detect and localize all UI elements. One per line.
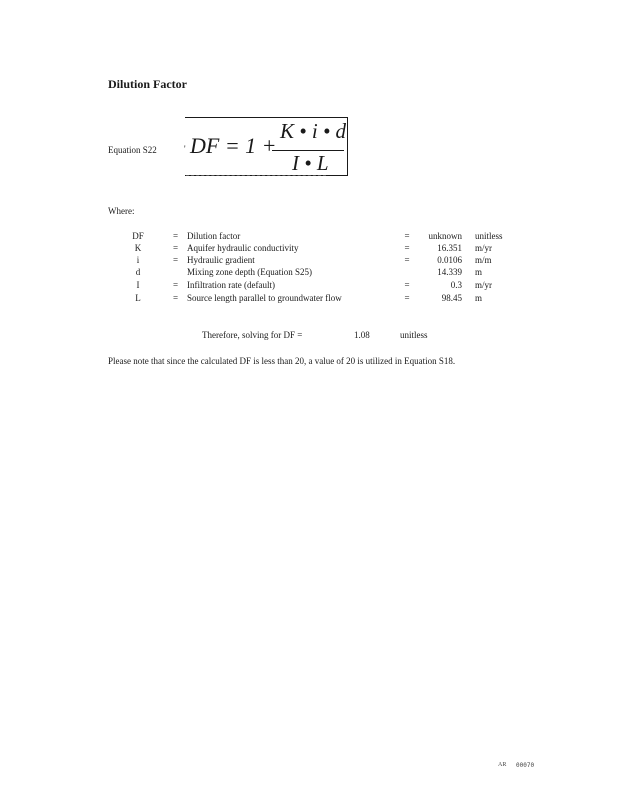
variable-value: 0.3	[450, 280, 462, 290]
variable-description: Hydraulic gradient	[187, 255, 255, 265]
variable-unit: m	[475, 267, 483, 277]
variable-value: 98.45	[441, 293, 462, 303]
variable-value: 16.351	[437, 243, 462, 253]
footer-page-number: 00070	[516, 762, 535, 769]
variable-unit: m/m	[475, 255, 492, 265]
equation-denominator: I • L	[292, 151, 329, 175]
variable-unit: m	[475, 293, 483, 303]
value-equals: =	[404, 255, 410, 265]
variable-equals: =	[173, 280, 179, 290]
variable-equals: =	[173, 243, 179, 253]
variable-value: 0.0106	[437, 255, 462, 265]
variable-equals: =	[173, 293, 179, 303]
variable-symbol: L	[135, 293, 141, 303]
variable-symbol: K	[134, 243, 142, 253]
variable-unit: m/yr	[475, 243, 492, 253]
equation-label: Equation S22	[108, 145, 157, 155]
variable-row	[0, 231, 618, 243]
variable-description: Source length parallel to groundwater flow	[187, 293, 342, 303]
equation-lhs: DF = 1 +	[190, 133, 277, 158]
variable-description: Aquifer hydraulic conductivity	[187, 243, 299, 253]
equation-numerator: K • i • d	[280, 119, 347, 143]
variable-row	[0, 243, 618, 255]
footer-ar-label: AR	[498, 762, 507, 768]
variable-equals: =	[173, 231, 179, 241]
note-paragraph: Please note that since the calculated DF is less than 20, a value of 20 is utilized in Equation S18.	[108, 356, 456, 366]
variable-description: Infiltration rate (default)	[187, 280, 275, 290]
result-text: Therefore, solving for DF =	[202, 330, 303, 340]
variable-row	[0, 293, 618, 305]
result-unit: unitless	[400, 330, 428, 340]
value-equals: =	[404, 231, 410, 241]
variable-description: Dilution factor	[187, 231, 241, 241]
variable-value: 14.339	[437, 267, 462, 277]
equation-box-mark: '	[184, 144, 186, 154]
value-equals: =	[404, 243, 410, 253]
where-label: Where:	[108, 206, 135, 216]
variable-symbol: I	[136, 280, 140, 290]
variable-row	[0, 280, 618, 292]
variable-equals: =	[173, 255, 179, 265]
variable-unit: m/yr	[475, 280, 492, 290]
value-equals: =	[404, 293, 410, 303]
result-value: 1.08	[354, 330, 370, 340]
variable-symbol: i	[136, 255, 140, 265]
section-heading: Dilution Factor	[108, 77, 187, 91]
variable-row	[0, 255, 618, 267]
variable-description: Mixing zone depth (Equation S25)	[187, 267, 312, 277]
variable-symbol: DF	[132, 231, 144, 241]
variable-row	[0, 267, 618, 279]
value-equals: =	[404, 280, 410, 290]
variable-symbol: d	[135, 267, 141, 277]
variable-value: unknown	[428, 231, 462, 241]
variable-unit: unitless	[475, 231, 503, 241]
